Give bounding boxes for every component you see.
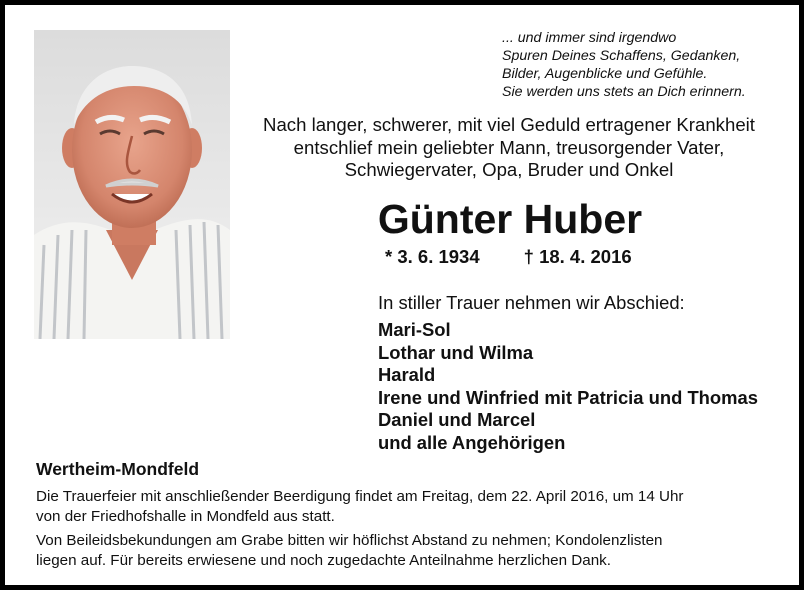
- mourning-heading: In stiller Trauer nehmen wir Abschied:: [378, 292, 685, 313]
- death-date: † 18. 4. 2016: [523, 246, 632, 267]
- mourner-entry: Lothar und Wilma: [378, 341, 534, 363]
- quote-line: Sie werden uns stets an Dich erinnern.: [502, 84, 746, 100]
- life-dates: [385, 245, 632, 269]
- mourner-entry: Harald: [378, 364, 436, 385]
- condolence-line: Von Beileidsbekundungen am Grabe bitten wir höflichst Abstand zu nehmen; Kondolenzlisten: [36, 532, 663, 549]
- funeral-notice: [36, 487, 786, 526]
- deceased-name: Günter Huber: [377, 196, 643, 242]
- condolence-notice: [36, 531, 786, 570]
- mourners-list: [378, 319, 758, 454]
- quote-line: Bilder, Augenblicke und Gefühle.: [502, 66, 708, 82]
- condolence-line: liegen auf. Für bereits erwiesene und noch zugedachte Anteilnahme herzlichen Dank.: [36, 551, 611, 569]
- funeral-line: Die Trauerfeier mit anschließender Beerdigung findet am Freitag, dem 22. April 2016, um 14 Uhr: [36, 488, 684, 505]
- quote-line: Spuren Deines Schaffens, Gedanken,: [502, 48, 741, 64]
- announcement-line: Nach langer, schwerer, mit viel Geduld ertragener Krankheit: [263, 114, 755, 135]
- mourner-entry: Mari-Sol: [378, 319, 451, 340]
- place-name: Wertheim-Mondfeld: [36, 459, 200, 479]
- memorial-quote: [502, 29, 792, 101]
- funeral-line: von der Friedhofshalle in Mondfeld aus statt.: [36, 507, 335, 525]
- announcement-text: [239, 114, 779, 182]
- mourner-entry: Daniel und Marcel: [378, 409, 536, 430]
- announcement-line: Schwiegervater, Opa, Bruder und Onkel: [344, 159, 674, 180]
- mourner-entry: Irene und Winfried mit Patricia und Thomas: [378, 386, 758, 408]
- portrait-photo: [34, 30, 230, 339]
- portrait-illustration: [34, 30, 230, 339]
- birth-date: * 3. 6. 1934: [385, 246, 480, 267]
- announcement-line: entschlief mein geliebter Mann, treusorgender Vater,: [293, 136, 725, 158]
- mourner-entry: und alle Angehörigen: [378, 431, 566, 453]
- quote-line: ... und immer sind irgendwo: [502, 30, 677, 46]
